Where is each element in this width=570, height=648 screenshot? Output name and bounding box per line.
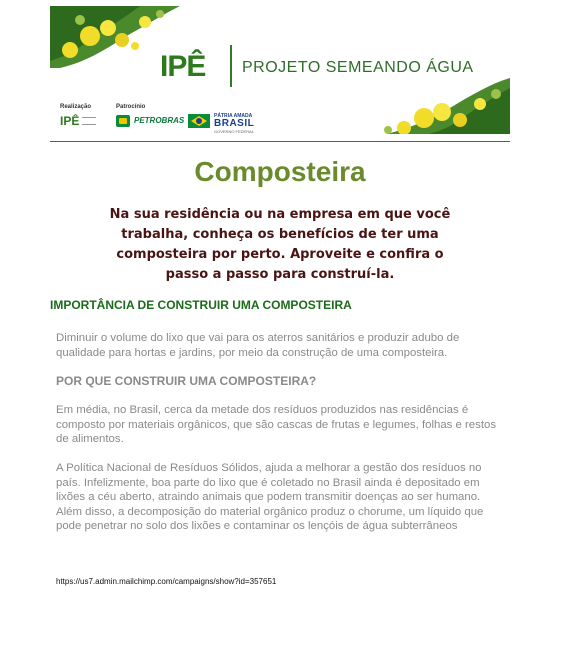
paragraph-organic-waste: Em média, no Brasil, cerca da metade dos resíduos produzidos nas residências é composto por materiais orgânicos, que são cascas de frutas e legumes, folhas e restos de alimentos. (56, 404, 497, 445)
ipe-mini-logo: IPÊ (60, 114, 80, 128)
paragraph-national-policy: A Política Nacional de Resíduos Sólidos, ajuda a melhorar a gestão dos resíduos no país. Infelizmente, boa parte do lixo que é coletado no Brasil ainda é depositado em lixões a céu aberto, atraindo animais que podem transmitir doenças ao ser humano. Além disso, a decomposição do material orgânico produz o chorume, um líquido que pode penetrar no solo dos lixões e contaminar os lençóis de água subterrâneos (56, 462, 484, 532)
page-title: Composteira (194, 156, 366, 187)
header-divider (230, 45, 232, 87)
section-heading: IMPORTÂNCIA DE CONSTRUIR UMA COMPOSTEIRA (50, 298, 352, 312)
ipe-mini-logo-mark (82, 117, 96, 125)
ipe-flowers-decoration-right (380, 78, 510, 134)
project-title: PROJETO SEMEANDO ÁGUA (242, 59, 474, 76)
campaign-url: https://us7.admin.mailchimp.com/campaigns/show?id=357651 (56, 577, 277, 586)
newsletter-page (50, 0, 510, 648)
petrobras-icon (116, 115, 130, 127)
brazil-flag-icon (188, 114, 210, 128)
patrocinio-label: Patrocínio (116, 104, 146, 110)
patria-amada-label: PÁTRIA AMADA (214, 113, 253, 119)
intro-text: Na sua residência ou na empresa em que você trabalha, conheça os benefícios de ter uma composteira por perto. Aproveite e confira o passo a passo para construí-la. (109, 207, 451, 282)
subheading-why: POR QUE CONSTRUIR UMA COMPOSTEIRA? (56, 374, 317, 388)
governo-federal-label: GOVERNO FEDERAL (214, 129, 255, 134)
brasil-logo: BRASIL (214, 118, 255, 129)
petrobras-logo: PETROBRAS (134, 116, 185, 125)
realizacao-label: Realização (60, 104, 92, 110)
paragraph-importance: Diminuir o volume do lixo que vai para os aterros sanitários e produzir adubo de qualidade para hortas e jardins, por meio da construção de uma composteira. (56, 332, 460, 359)
ipe-logo: IPÊ (160, 50, 206, 83)
header-rule (50, 141, 510, 142)
header-banner (50, 6, 510, 134)
